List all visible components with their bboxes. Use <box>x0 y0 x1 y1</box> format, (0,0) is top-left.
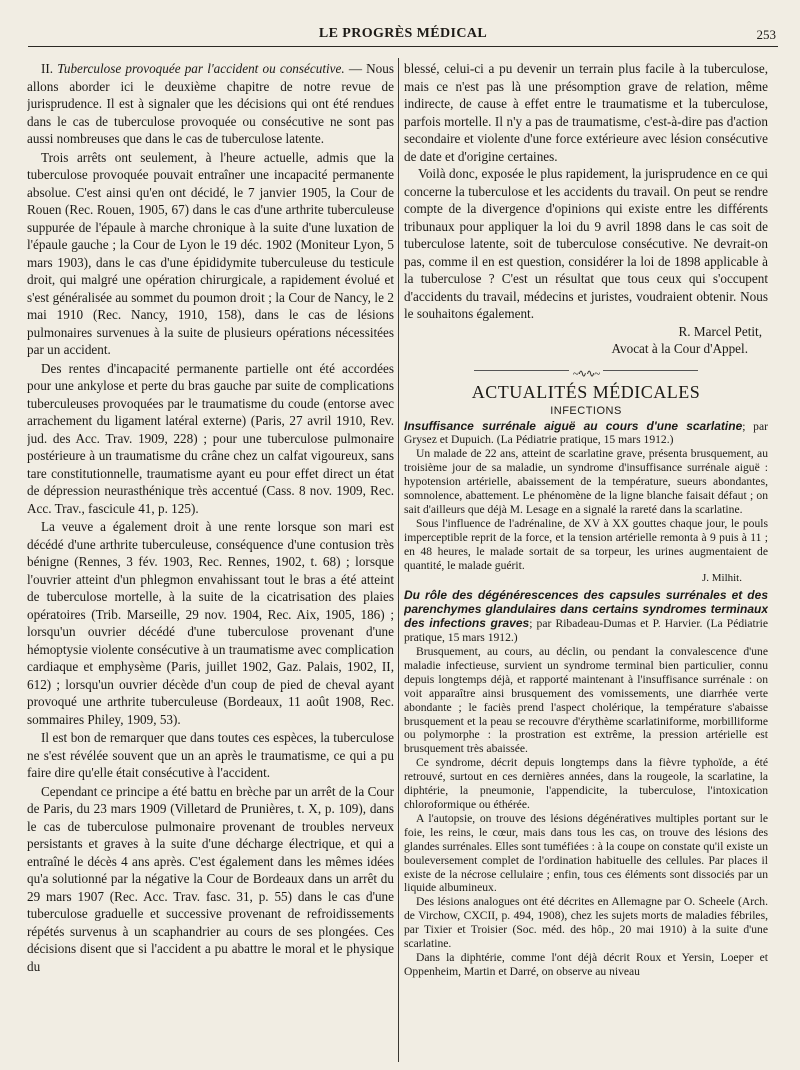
article <box>404 420 768 587</box>
paragraph: Il est bon de remarquer que dans toutes ces espèces, la tuberculose ne s'est révélée souvent que un an après le traumatisme, ce qui a pu faire dire qu'elle était consécutive à l'accident. <box>27 730 394 780</box>
paragraph-text: — Nous allons aborder ici le deuxième chapitre de notre revue de jurisprudence. Il est à signaler que les décisions qui ont été rendues dans le cas de tuberculose provoquée ou consécutive ne sont pas aussi nombreuses que dans le cas de tuberculose latente. <box>27 61 394 146</box>
subsection-title: INFECTIONS <box>550 404 622 417</box>
article-title: Insuffisance surrénale aiguë au cours d'une scarlatine <box>404 418 743 433</box>
article-meta: ; par Grysez et Dupuich. (La Pédiatrie pratique, 15 mars 1912.) <box>404 419 768 447</box>
ornamental-divider: ~∿∿~ <box>404 364 768 376</box>
paragraph: Des rentes d'incapacité permanente partielle ont été accordées pour une ankylose et perte du bras gauche par suite de complications tuberculeuses provoquées par le traumatisme du coude (entorse avec arrachement du ligament latéral externe) (Paris, 27 avril 1910, Rev. jud. des Acc. Trav. 1909, 228) ; pour une tuberculose pulmonaire postérieure à un traumatisme du crâne chez un calfat vigoureux, sans tare constitutionnelle, traumatisme ayant eu pour effet direct un état de dépression neurasthénique très accentué (Cass. 8 nov. 1909, Rec. Acc. Trav., fascicule 41, p. 125). <box>27 360 394 516</box>
paragraph: Des lésions analogues ont été décrites en Allemagne par O. Scheele (Arch. de Virchow, CXCII, p. 494, 1908), chez les sujets morts de maladies fébriles, par Tixier et Troisier (Soc. méd. des hôp., 20 mai 1910) à la suite d'une scarlatine. <box>404 895 768 951</box>
paragraph <box>27 60 394 148</box>
section-lead: Tuberculose provoquée par l'accident ou consécutive. <box>57 61 345 76</box>
right-column <box>404 60 768 1062</box>
article <box>404 589 768 978</box>
article-meta: ; par Ribadeau-Dumas et P. Harvier. (La Pédiatrie pratique, 15 mars 1912.) <box>404 617 768 645</box>
signature <box>404 323 768 358</box>
article-author: J. Milhit. <box>701 572 742 585</box>
paragraph: Brusquement, au cours, au déclin, ou pendant la convalescence d'une maladie infectieuse, survient un syndrome terminal bien particulier, connu depuis longtemps déjà, et rapporté maintenant à l'insuffisance surrénale : on voit apparaître ainsi brusquement des vomissements, une diarrhée verte abondante ; le faciès prend l'aspect cholérique, la température s'abaisse brusquement et la peau se recouvre d'érythème scarlatiniforme, morbilliforme ou polymorphe : la prostration est extrême, la pression artérielle est brusquement très abaissée. <box>404 645 768 756</box>
paragraph: blessé, celui-ci a pu devenir un terrain plus facile à la tuberculose, mais ce n'est pas là une présomption grave de relation, même indirecte, de cause à effet entre le traumatisme et la tuberculose, parfois mortelle. Il n'y a pas de traumatisme, c'est-à-dire pas d'action secondaire et violente d'une force extérieure avec lésion consécutive de date et d'origine certaines. <box>404 61 768 164</box>
section-title: ACTUALITÉS MÉDICALES <box>471 381 701 402</box>
law-article-continuation <box>404 60 768 323</box>
article-heading <box>404 589 768 645</box>
paragraph: A l'autopsie, on trouve des lésions dégénératives multiples portant sur le foie, les reins, le cœur, mais dans tous les cas, on trouve des lésions des glandes surrénales. Elles sont tuméfiées : à la coupe on constate qu'il existe un bouleversement complet de l'ordination habituelle des cellules. Par places il existe de la nécrose cellulaire ; enfin, tous ces éléments sont dissociés par un liquide albumineux. <box>404 811 768 895</box>
paragraph: Dans la diphtérie, comme l'ont déjà décrit Roux et Yersin, Loeper et Oppenheim, Martin et Darré, on observe au niveau <box>404 950 768 978</box>
signature-name: R. Marcel Petit, <box>678 323 762 339</box>
paragraph: Un malade de 22 ans, atteint de scarlatine grave, présenta brusquement, au troisième jour de sa maladie, un syndrome d'insuffisance surrénale aiguë : hypotension artérielle, abaissement de la température, sueurs abondantes, somnolence, abattement. Le phénomène de la ligne blanche faisait défaut ; on sait d'ailleurs que déjà M. Lesage en a signalé la rareté dans la scarlatine. <box>404 447 768 516</box>
section-number: II. <box>41 61 54 76</box>
column-divider <box>398 58 399 1062</box>
paragraph: Voilà donc, exposée le plus rapidement, la jurisprudence en ce qui concerne la tuberculose et les accidents du travail. On peut se rendre compte de la divergence d'opinions qui existe entre les différents tribunaux pour appliquer la loi du 9 avril 1898 dans le cas soit de tuberculose latente, soit de tuberculose consécutive. Ne devrait-on pas, comme il en est question, considérer la loi de 1898 applicable à la tuberculose ? C'est un résultat que tous ceux qui s'occupent d'accidents du travail, médecins et juristes, voudraient obtenir. Nous le souhaitons également. <box>404 166 768 321</box>
running-header <box>28 24 778 47</box>
paragraph: Trois arrêts ont seulement, à l'heure actuelle, admis que la tuberculose provoquée pouvait entraîner une incapacité permanente absolue. C'est ainsi qu'en ont décidé, le 7 janvier 1905, la Cour de Rouen (Rec. Rouen, 1905, 67) dans le cas d'une arthrite tuberculeuse suppurée de l'épaule à marche chronique à la suite d'une luxation de l'épaule gauche ; la Cour de Lyon le 19 déc. 1902 (Moniteur Lyon, 5 mars 1903), dans le cas d'une épididymite tuberculeuse du testicule droit, qui malgré une opération chirurgicale, a rapidement évolué et s'est généralisée au sommet du poumon droit ; la Cour de Nancy, le 2 mai 1910 (Rec. Nancy, 1910, 158), dans le cas de lésions pulmonaires survenues à la suite de plusieurs opérations nécessitées par un accident. <box>27 149 394 357</box>
left-column <box>27 60 394 1062</box>
article-title: Du rôle des dégénérescences des capsules surrénales et des parenchymes glandulaires dans certains syndromes terminaux des infections graves <box>404 588 768 631</box>
paragraph: Ce syndrome, décrit depuis longtemps dans la fièvre typhoïde, a été retrouvé, surtout en ces dernières années, dans la rougeole, la scarlatine, la diphtérie, la pneumonie, l'appendicite, la tuberculose, l'intoxication chloroformique ou éthérée. <box>404 756 768 811</box>
paragraph: Cependant ce principe a été battu en brèche par un arrêt de la Cour de Paris, du 23 mars 1909 (Villetard de Prunières, t. X, p. 109), dans le cas de tuberculose pulmonaire provenant de troubles nerveux persistants et graves à la suite d'une décharge électrique, et qui a entraîné le décès 4 ans après. C'est également dans les mêmes idées qu'a solutionné par la négative la Cour de Bordeaux dans un arrêt du 29 mars 1907 (Rec. Acc. Trav. fasc. 31, p. 55) dans le cas d'une tuberculose graduelle et successive provenant de refroidissements répétés survenus à un scaphandrier au cours de ses plongées. Ces décisions disent que si l'accident a pu abattre le moral et le physique du <box>27 783 394 974</box>
paragraph: La veuve a également droit à une rente lorsque son mari est décédé d'une arthrite tuberculeuse, conséquence d'une contusion très bénigne (Rennes, 3 fév. 1903, Rec. Rennes, 1902, t. 68) ; lorsque l'ouvrier atteint d'un phlegmon envahissant tout le bras a été atteint de tuberculose mortelle, à la suite de la cicatrisation des plaies opératoires (Trib. Marseille, 29 nov. 1904, Rec. Aix, 1905, 186) ; lorsqu'un ouvrier décédé d'une tuberculose provenant d'une hémoptysie violente consécutive à un traumatisme avec complication cardiaque et emphysème (Paris, juillet 1902, Gaz. Palais, 1902, II, 612) ; lorsqu'un ouvrier décède d'un coup de pied de cheval ayant provoqué une arthrite tuberculeuse (Bordeaux, 11 août 1908, Rec. sommaires Philey, 1909, 53). <box>27 519 394 727</box>
journal-title: LE PROGRÈS MÉDICAL <box>318 26 488 41</box>
article-heading <box>404 420 768 448</box>
paragraph: Sous l'influence de l'adrénaline, de XV à XX gouttes chaque jour, le pouls imperceptible reprit de la force, et la tension artérielle remonta à 9 puis à 11 ; en 48 heures, le malade sortait de sa torpeur, les urines augmentaient de quantité, le malade guérit. <box>404 516 768 572</box>
page-number: 253 <box>756 27 776 42</box>
signature-role: Avocat à la Cour d'Appel. <box>611 341 748 356</box>
